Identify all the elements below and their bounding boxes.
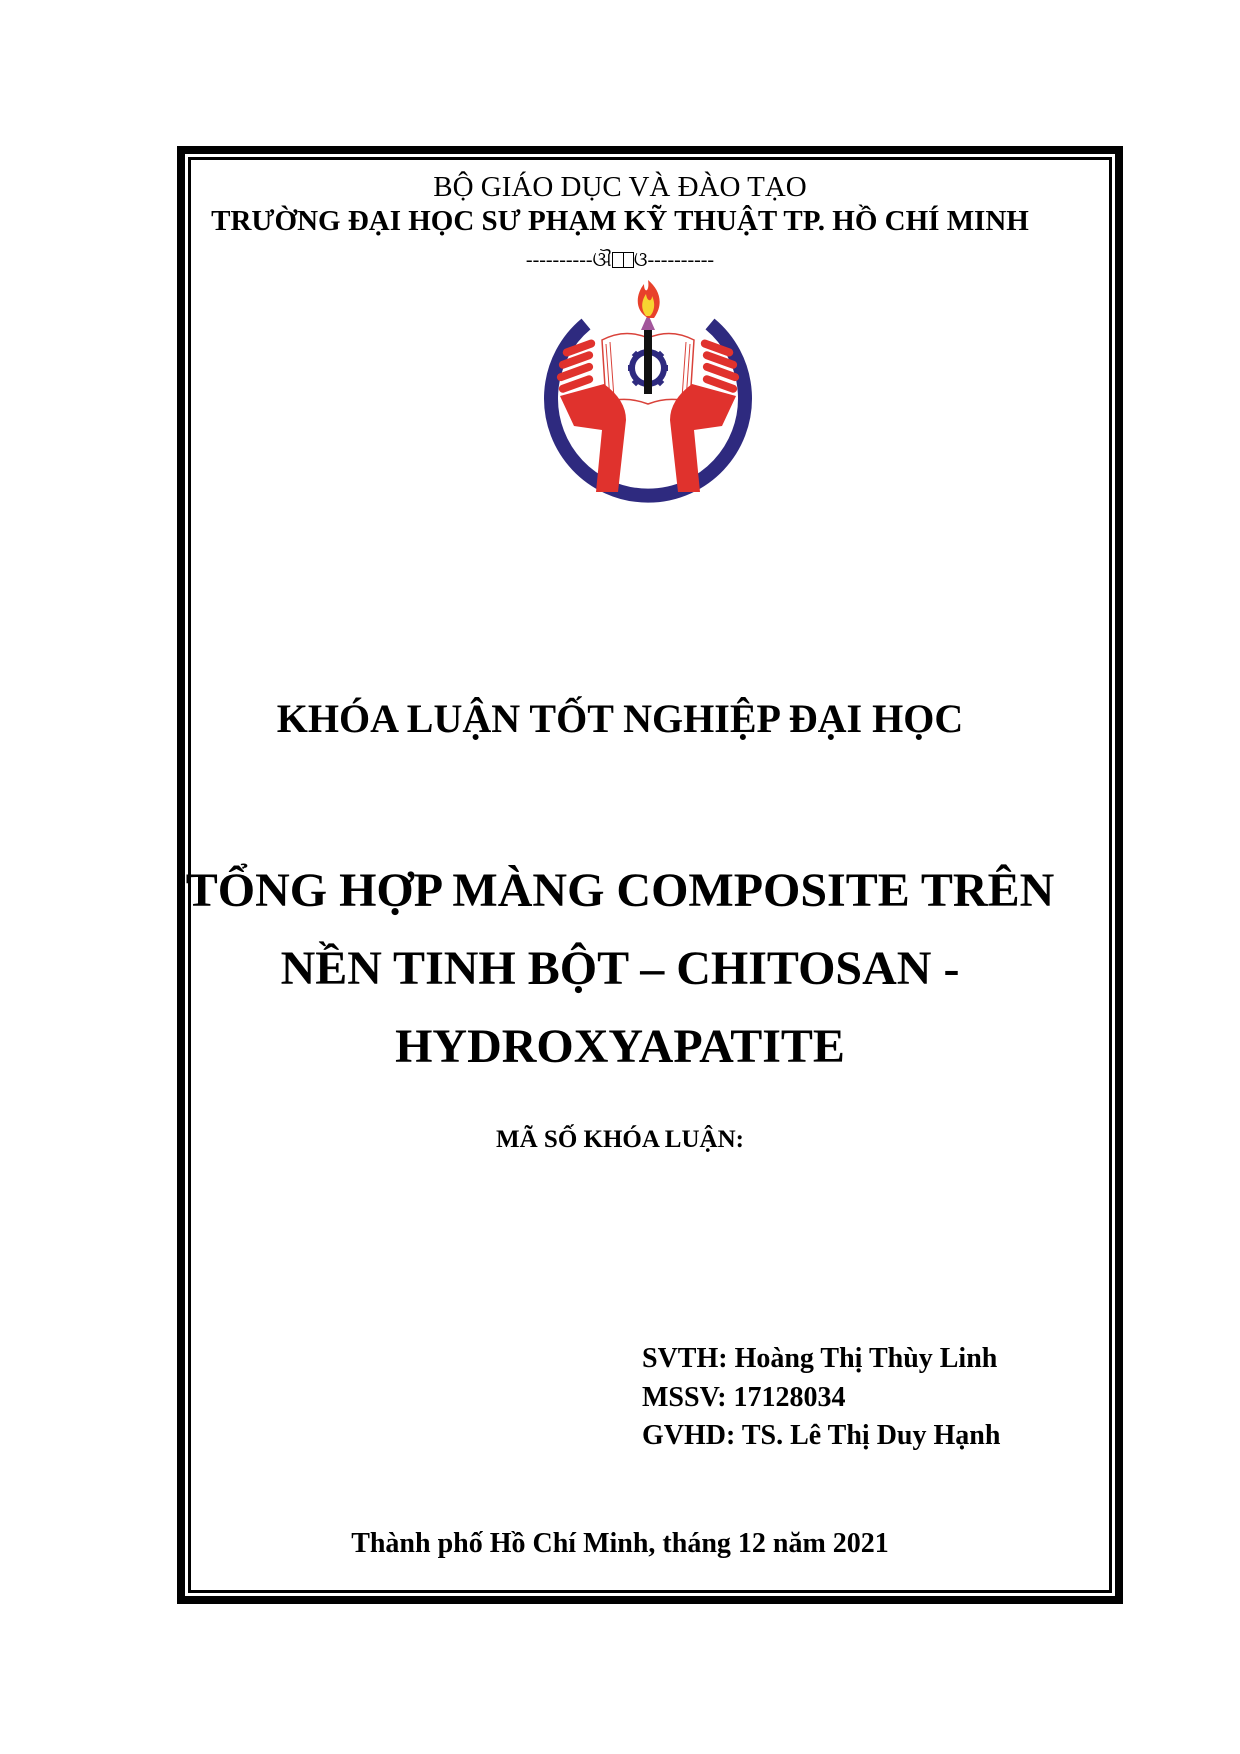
thesis-title — [0, 852, 1240, 1086]
student-name: SVTH: Hoàng Thị Thùy Linh — [642, 1343, 998, 1374]
ministry-name: BỘ GIÁO DỤC VÀ ĐÀO TẠO — [433, 171, 807, 203]
thesis-title-line-3: HYDROXYAPATITE — [395, 1020, 845, 1073]
thesis-title-line-1: TỔNG HỢP MÀNG COMPOSITE TRÊN — [185, 864, 1055, 917]
thesis-code-label: MÃ SỐ KHÓA LUẬN: — [496, 1126, 744, 1153]
ornament-left-icon: ଔ — [592, 249, 612, 271]
thesis-title-line-2: NỀN TINH BỘT – CHITOSAN - — [280, 942, 960, 995]
student-info — [642, 1340, 1000, 1456]
decorative-separator — [0, 248, 1240, 272]
book-icon — [612, 252, 634, 268]
separator-dashes-right: ---------- — [647, 249, 715, 271]
school-name: TRƯỜNG ĐẠI HỌC SƯ PHẠM KỸ THUẬT TP. HỒ CHÍ MINH — [211, 205, 1029, 237]
separator-dashes-left: ---------- — [525, 249, 593, 271]
advisor-name: GVHD: TS. Lê Thị Duy Hạnh — [642, 1420, 1001, 1451]
place-date: Thành phố Hồ Chí Minh, tháng 12 năm 2021 — [351, 1528, 889, 1559]
thesis-type-heading: KHÓA LUẬN TỐT NGHIỆP ĐẠI HỌC — [276, 696, 964, 741]
ornament-right-icon: ଓ — [633, 249, 648, 271]
university-logo-icon — [540, 280, 756, 510]
student-id: MSSV: 17128034 — [642, 1381, 846, 1413]
